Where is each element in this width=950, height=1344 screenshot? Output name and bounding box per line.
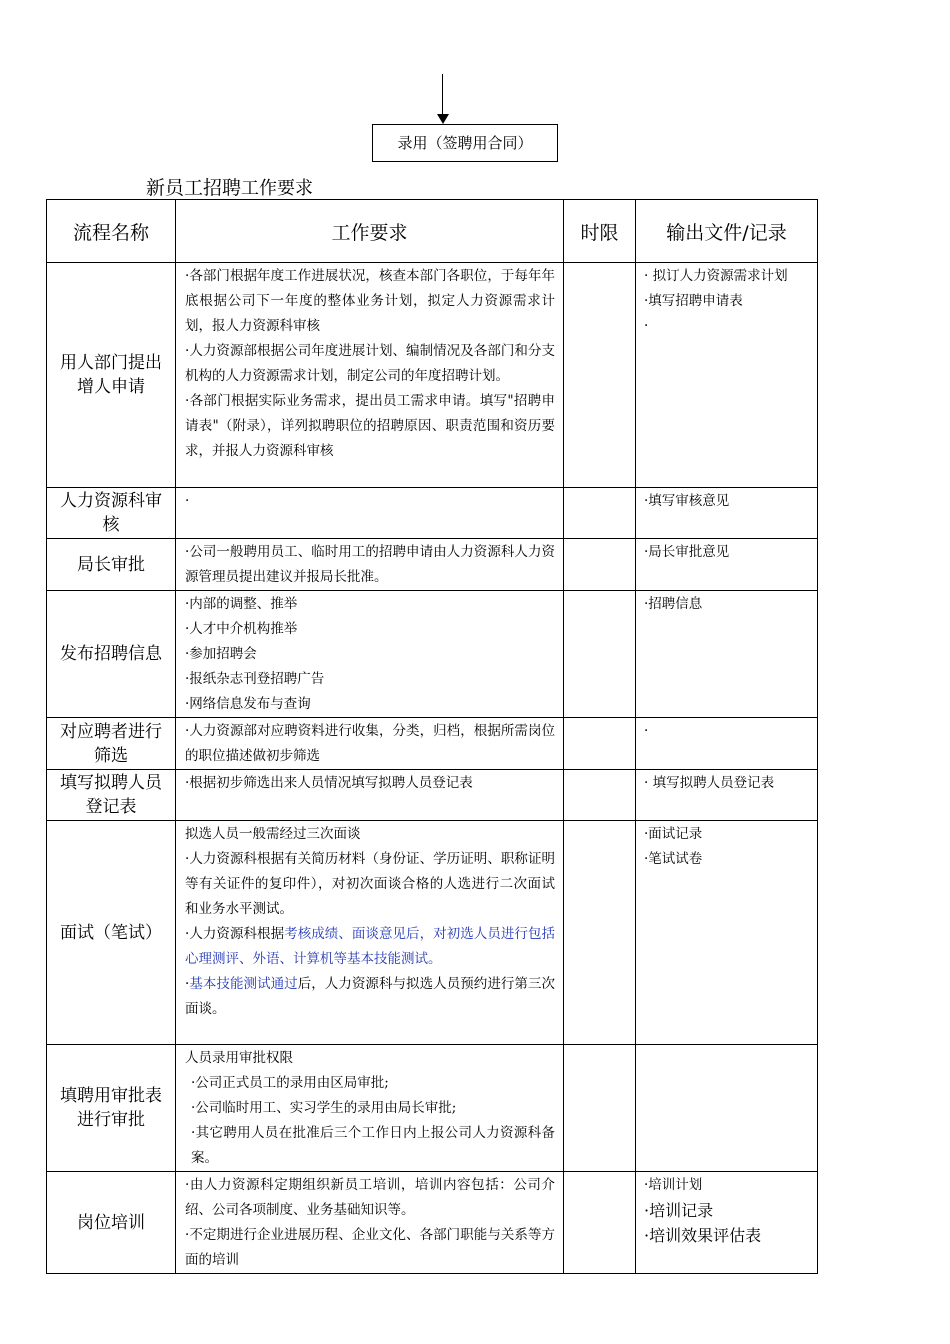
- requirements-cell: [176, 539, 564, 591]
- requirement-text: ·人力资源科根据有关简历材料（身份证、学历证明、职称证明等有关证件的复印件），对初次面谈合格的人选进行二次面试和业务水平测试。: [185, 851, 555, 917]
- time-limit-cell: [564, 718, 636, 770]
- requirement-text: [185, 972, 555, 1022]
- requirement-text: ·: [185, 493, 190, 509]
- output-item: ·局长审批意见: [644, 544, 730, 560]
- requirement-text: ·人力资源部对应聘资料进行收集，分类，归档，根据所需岗位的职位描述做初步筛选: [185, 723, 555, 764]
- requirement-text: ·公司一般聘用员工、临时用工的招聘申请由人力资源科人力资源管理员提出建议并报局长批准。: [185, 544, 555, 585]
- requirements-cell: [176, 591, 564, 718]
- requirement-text-plain: ·人力资源科根据: [185, 926, 285, 942]
- table-row: [47, 718, 818, 770]
- title-part-1: 新员工招聘: [146, 177, 242, 199]
- time-limit-cell: [564, 1045, 636, 1172]
- header-time-limit: 时限: [564, 200, 636, 263]
- table-row: [47, 821, 818, 1045]
- time-limit-cell: [564, 821, 636, 1045]
- output-item: ·招聘信息: [644, 596, 703, 612]
- requirement-text: ·公司正式员工的录用由区局审批;: [191, 1075, 389, 1091]
- requirement-text-plain: 后，人力资源科与拟选人员预约进行第三次面谈。: [185, 976, 556, 1017]
- requirement-text: ·公司临时用工、实习学生的录用由局长审批;: [191, 1100, 457, 1116]
- process-name: 填聘用审批表进行审批: [47, 1045, 176, 1172]
- output-cell: [636, 591, 818, 718]
- output-cell: [636, 821, 818, 1045]
- title-part-2: 工作要求: [241, 178, 314, 199]
- requirements-cell: [176, 718, 564, 770]
- time-limit-cell: [564, 263, 636, 488]
- table-row: [47, 263, 818, 488]
- process-name: 用人部门提出增人申请: [47, 263, 176, 488]
- requirement-text-plain: ·: [185, 976, 190, 992]
- requirement-text: ·参加招聘会: [185, 646, 257, 662]
- page-title: [146, 176, 313, 201]
- work-requirements-table: [46, 199, 818, 1274]
- output-cell: [636, 1172, 818, 1274]
- requirement-text: ·各部门根据年度工作进展状况，核查本部门各职位，于每年年底根据公司下一年度的整体业务计划，拟定人力资源需求计划，报人力资源科审核: [185, 268, 555, 334]
- requirements-cell: [176, 488, 564, 539]
- requirement-text-highlight: 考核成绩、面谈意见后，对初选人员进行包括心理测评、外语、计算机等基本技能测试。: [185, 926, 556, 967]
- requirement-text: ·报纸杂志刊登招聘广告: [185, 671, 325, 687]
- requirement-text: [185, 922, 555, 972]
- output-item: ·培训记录: [644, 1201, 714, 1220]
- header-requirements: 工作要求: [176, 200, 564, 263]
- requirement-text: ·其它聘用人员在批准后三个工作日内上报公司人力资源科备案。: [191, 1125, 555, 1166]
- requirements-cell: [176, 1045, 564, 1172]
- process-name: 发布招聘信息: [47, 591, 176, 718]
- output-item: ·面试记录: [644, 826, 703, 842]
- requirements-cell: [176, 821, 564, 1045]
- process-name: 局长审批: [47, 539, 176, 591]
- process-name: 对应聘者进行筛选: [47, 718, 176, 770]
- arrow-down-icon: [437, 114, 449, 124]
- output-item: ·填写招聘申请表: [644, 293, 743, 309]
- output-cell: [636, 1045, 818, 1172]
- requirement-text: ·内部的调整、推举: [185, 596, 298, 612]
- requirements-cell: [176, 1172, 564, 1274]
- time-limit-cell: [564, 591, 636, 718]
- time-limit-cell: [564, 539, 636, 591]
- output-item: ·: [644, 318, 649, 334]
- flow-step-box: [372, 124, 558, 162]
- time-limit-cell: [564, 770, 636, 821]
- requirement-text: ·不定期进行企业进展历程、企业文化、各部门职能与关系等方面的培训: [185, 1227, 555, 1268]
- table-header-row: [47, 200, 818, 263]
- requirement-text: ·由人力资源科定期组织新员工培训，培训内容包括：公司介绍、公司各项制度、业务基础知识等。: [185, 1177, 555, 1218]
- output-cell: [636, 539, 818, 591]
- requirements-cell: [176, 263, 564, 488]
- header-process-name: 流程名称: [47, 200, 176, 263]
- requirement-text: ·人才中介机构推举: [185, 621, 298, 637]
- process-name: 填写拟聘人员登记表: [47, 770, 176, 821]
- table-row: [47, 1045, 818, 1172]
- requirement-text-highlight: 基本技能测试通过: [189, 976, 298, 992]
- flow-connector-line: [442, 74, 443, 116]
- table-row: [47, 770, 818, 821]
- requirements-cell: [176, 770, 564, 821]
- output-cell: [636, 263, 818, 488]
- requirement-text: ·网络信息发布与查询: [185, 696, 311, 712]
- table-row: [47, 591, 818, 718]
- output-item: ·笔试试卷: [644, 851, 703, 867]
- table-row: [47, 1172, 818, 1274]
- requirement-text: ·根据初步筛选出来人员情况填写拟聘人员登记表: [185, 775, 473, 791]
- output-item: ·填写审核意见: [644, 493, 730, 509]
- process-name: 面试（笔试）: [47, 821, 176, 1045]
- time-limit-cell: [564, 1172, 636, 1274]
- time-limit-cell: [564, 488, 636, 539]
- table-row: [47, 539, 818, 591]
- output-item: ·培训计划: [644, 1177, 703, 1193]
- output-cell: [636, 718, 818, 770]
- requirement-text: ·各部门根据实际业务需求，提出员工需求申请。填写"招聘申请表"（附录），详列拟聘职位的招聘原因、职责范围和资历要求，并报人力资源科审核: [185, 393, 555, 459]
- output-cell: [636, 770, 818, 821]
- process-name: 岗位培训: [47, 1172, 176, 1274]
- requirement-text: ·人力资源部根据公司年度进展计划、编制情况及各部门和分支机构的人力资源需求计划，制定公司的年度招聘计划。: [185, 343, 555, 384]
- output-item: · 拟订人力资源需求计划: [644, 268, 788, 284]
- flow-step-label: 录用（签聘用合同）: [397, 134, 533, 152]
- process-name: 人力资源科审核: [47, 488, 176, 539]
- header-output-records: 输出文件/记录: [636, 200, 818, 263]
- requirement-intro: 人员录用审批权限: [185, 1050, 293, 1066]
- table-row: [47, 488, 818, 539]
- output-item: ·: [644, 723, 649, 739]
- output-cell: [636, 488, 818, 539]
- output-item: ·培训效果评估表: [644, 1226, 762, 1245]
- requirement-intro: 拟选人员一般需经过三次面谈: [185, 826, 361, 842]
- output-item: · 填写拟聘人员登记表: [644, 775, 775, 791]
